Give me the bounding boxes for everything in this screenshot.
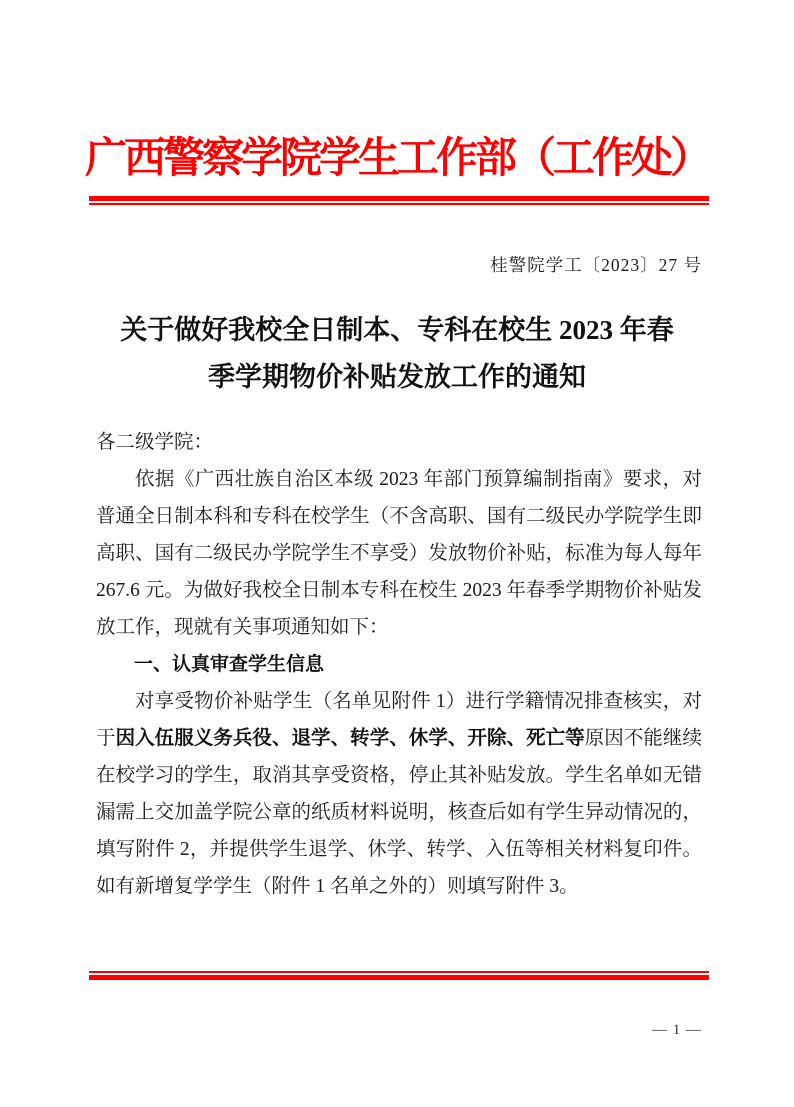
paragraph-1: 依据《广西壮族自治区本级 2023 年部门预算编制指南》要求，对普通全日制本科和专科在校学生（不含高职、国有二级民办学院学生即高职、国有二级民办学院学生不享受）发放物价补贴，标准为每人每年 267.6 元。为做好我校全日制本专科在校生 2023 年春季学期物价补贴发放工作，现就有关事项通知如下： — [96, 469, 702, 638]
doc-number: 桂警院学工〔2023〕27 号 — [490, 255, 702, 275]
doc-title-line-1: 关于做好我校全日制本、专科在校生 2023 年春 — [120, 315, 674, 345]
page-number: — 1 — — [652, 1022, 702, 1038]
doc-title-line-2: 季学期物价补贴发放工作的通知 — [208, 362, 586, 392]
document-body — [96, 424, 702, 905]
paragraph-2 — [96, 683, 702, 905]
header-separator — [89, 196, 709, 205]
footer-separator — [89, 971, 709, 980]
paragraph-2-bold-terms: 因入伍服义务兵役、退学、转学、休学、开除、死亡等 — [115, 728, 585, 749]
paragraph-2-lead: 对享受物价补贴学生（名单见附件 1）进行学籍情况排查核实，对于 — [96, 691, 702, 749]
header-separator-thin-line — [89, 203, 709, 205]
section-1-heading: 一、认真审查学生信息 — [134, 653, 325, 675]
agency-header-title: 广西警察学院学生工作部（工作处） — [84, 136, 709, 182]
footer-separator-thick-line — [89, 975, 709, 980]
paragraph-2-rest: 原因不能继续在校学习的学生，取消其享受资格，停止其补贴发放。学生名单如无错漏需上交加盖学院公章的纸质材料说明，核查后如有学生异动情况的，填写附件 2，并提供学生退学、休学、转学、入伍等相关材料复印件。如有新增复学学生（附件 1 名单之外的）则填写附件 3。 — [96, 728, 702, 897]
salutation: 各二级学院： — [96, 432, 214, 453]
doc-title — [47, 307, 747, 401]
